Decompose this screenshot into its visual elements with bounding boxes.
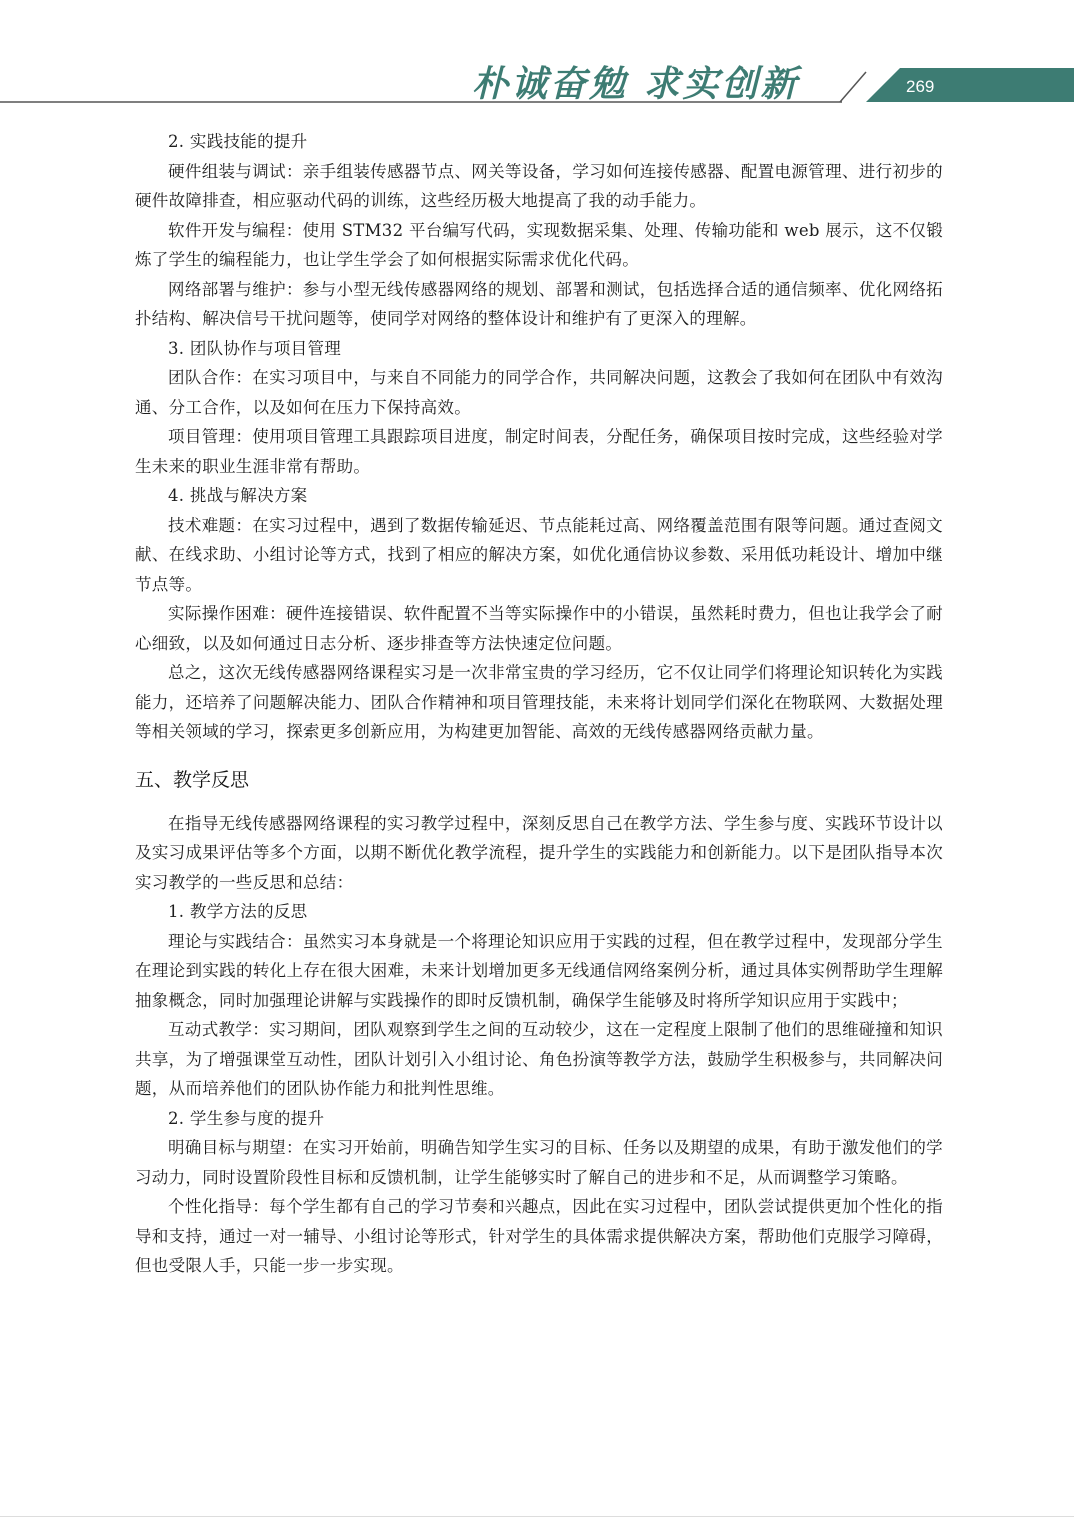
subsection-heading: 4. 挑战与解决方案 (168, 486, 308, 505)
subsection-heading: 2. 学生参与度的提升 (168, 1108, 325, 1128)
paragraph: 技术难题：在实习过程中，遇到了数据传输延迟、节点能耗过高、网络覆盖范围有限等问题。通过查阅文献、在线求助、小组讨论等方式，找到了相应的解决方案，如优化通信协议参数、采用低功耗设计、增加中继节点等。 (135, 515, 943, 594)
page-body (135, 127, 943, 1281)
page-header (0, 0, 1074, 110)
paragraph: 明确目标与期望：在实习开始前，明确告知学生实习的目标、任务以及期望的成果，有助于激发他们的学习动力，同时设置阶段性目标和反馈机制，让学生能够实时了解自己的进步和不足，从而调整学习策略。 (135, 1138, 943, 1187)
paragraph: 实际操作困难：硬件连接错误、软件配置不当等实际操作中的小错误，虽然耗时费力，但也让我学会了耐心细致，以及如何通过日志分析、逐步排查等方法快速定位问题。 (135, 604, 943, 653)
header-tab (866, 68, 1074, 102)
paragraph: 个性化指导：每个学生都有自己的学习节奏和兴趣点，因此在实习过程中，团队尝试提供更加个性化的指导和支持，通过一对一辅导、小组讨论等形式，针对学生的具体需求提供解决方案，帮助他们克服学习障碍，但也受限人手，只能一步一步实现。 (135, 1197, 943, 1275)
paragraph: 硬件组装与调试：亲手组装传感器节点、网关等设备，学习如何连接传感器、配置电源管理、进行初步的硬件故障排查，相应驱动代码的训练，这些经历极大地提高了我的动手能力。 (135, 161, 943, 210)
paragraph: 项目管理：使用项目管理工具跟踪项目进度，制定时间表，分配任务，确保项目按时完成，这些经验对学生未来的职业生涯非常有帮助。 (135, 427, 943, 476)
header-motto: 朴诚奋勉 求实创新 (472, 63, 800, 105)
paragraph: 互动式教学：实习期间，团队观察到学生之间的互动较少，这在一定程度上限制了他们的思维碰撞和知识共享，为了增强课堂互动性，团队计划引入小组讨论、角色扮演等教学方法，鼓励学生积极参与，共同解决问题，从而培养他们的团队协作能力和批判性思维。 (135, 1020, 943, 1098)
subsection-heading: 3. 团队协作与项目管理 (168, 338, 342, 358)
header-rule-slant (840, 72, 866, 102)
subsection-heading: 1. 教学方法的反思 (168, 902, 308, 921)
paragraph: 软件开发与编程：使用 STM32 平台编写代码，实现数据采集、处理、传输功能和 web 展示，这不仅锻炼了学生的编程能力，也让学生学会了如何根据实际需求优化代码。 (135, 220, 943, 269)
paragraph: 理论与实践结合：虽然实习本身就是一个将理论知识应用于实践的过程，但在教学过程中，发现部分学生在理论到实践的转化上存在很大困难，未来计划增加更多无线通信网络案例分析，通过具体实例帮助学生理解抽象概念，同时加强理论讲解与实践操作的即时反馈机制，确保学生能够及时将所学知识应用于实践中； (135, 931, 943, 1010)
page-bottom-rule (0, 1516, 1074, 1517)
section-heading: 五、教学反思 (135, 768, 250, 791)
paragraph: 网络部署与维护：参与小型无线传感器网络的规划、部署和测试，包括选择合适的通信频率、优化网络拓扑结构、解决信号干扰问题等，使同学对网络的整体设计和维护有了更深入的理解。 (135, 279, 943, 328)
paragraph: 团队合作：在实习项目中，与来自不同能力的同学合作，共同解决问题，这教会了我如何在团队中有效沟通、分工合作，以及如何在压力下保持高效。 (135, 368, 943, 417)
paragraph: 在指导无线传感器网络课程的实习教学过程中，深刻反思自己在教学方法、学生参与度、实践环节设计以及实习成果评估等多个方面，以期不断优化教学流程，提升学生的实践能力和创新能力。以下是团队指导本次实习教学的一些反思和总结： (135, 813, 943, 892)
paragraph: 总之，这次无线传感器网络课程实习是一次非常宝贵的学习经历，它不仅让同学们将理论知识转化为实践能力，还培养了问题解决能力、团队合作精神和项目管理技能，未来将计划同学们深化在物联网、大数据处理等相关领域的学习，探索更多创新应用，为构建更加智能、高效的无线传感器网络贡献力量。 (135, 663, 943, 741)
subsection-heading: 2. 实践技能的提升 (168, 132, 308, 151)
page-number: 269 (906, 77, 935, 96)
